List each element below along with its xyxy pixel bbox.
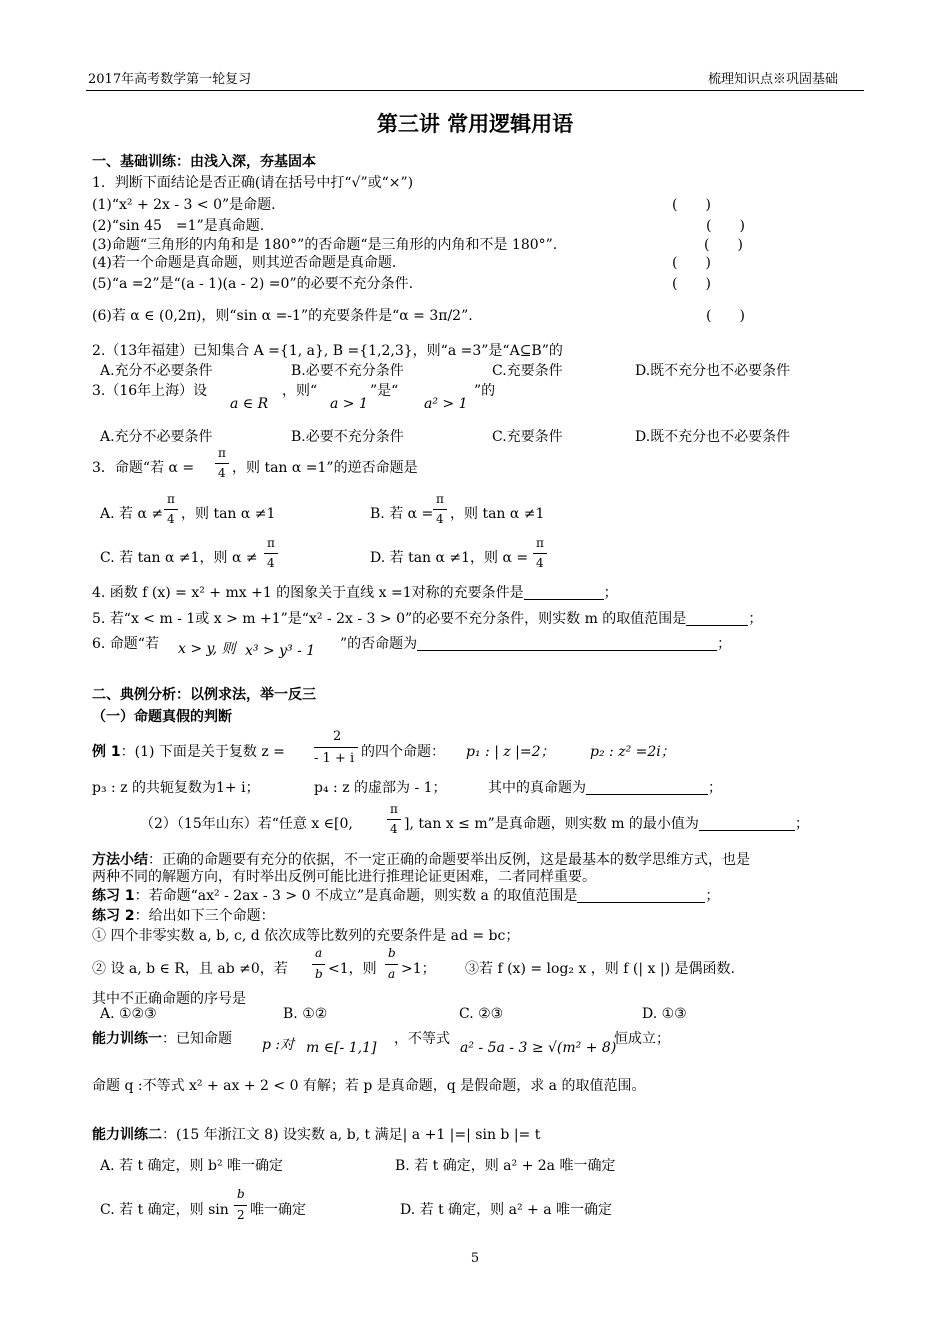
q1-item-1: (1)“x² + 2x - 3 < 0”是命题.: [92, 197, 276, 213]
q3a-option-a: A.充分不必要条件: [100, 429, 213, 445]
q4-end: ；: [603, 585, 618, 601]
practice1-blank: [577, 888, 705, 903]
ex1-2-blank: [699, 816, 795, 831]
q3b-frac-line: [215, 463, 229, 464]
ex1-2-pre: （2）（15年山东）若“任意 x ∈[0,: [140, 816, 353, 832]
ability2-option-d: D. 若 t 确定，则 a² + a 唯一确定: [400, 1202, 612, 1218]
ability2: [92, 1124, 540, 1144]
q3b-stem-pre: 3．命题“若 α =: [92, 460, 195, 476]
ex1-frac-top: 2: [333, 729, 342, 744]
ability2-option-c-pre: C. 若 t 确定，则 sin: [100, 1202, 229, 1218]
ability1-label: 能力训练一: [92, 1031, 162, 1047]
q3b-b-frac-bot: 4: [436, 512, 444, 526]
prop-tail: [488, 777, 722, 797]
q6-post: [340, 633, 731, 653]
q3a-option-d: D.既不充分也不必要条件: [635, 429, 791, 445]
practice2-question: 其中不正确命题的序号是: [92, 991, 246, 1007]
ex1-2-frac-line: [387, 819, 401, 820]
q6-end: ；: [717, 636, 732, 652]
ability1-pre: ：已知命题: [162, 1031, 232, 1047]
ability1-line-2: 命题 q :不等式 x² + ax + 2 < 0 有解；若 p 是真命题，q 是假命题，求 a 的取值范围。: [92, 1078, 646, 1094]
ability1-cond: m ∈[- 1,1]: [306, 1040, 377, 1056]
practice2-item-2-post: >1；: [401, 961, 436, 977]
q3b-a-frac-bot: 4: [167, 512, 175, 526]
subsection-heading: （一）命题真假的判断: [92, 709, 232, 725]
q3a-tail: ”的: [474, 383, 496, 399]
ex1-frac-bot: - 1 + i: [314, 751, 355, 766]
practice2: [92, 905, 275, 925]
q3b-frac-top: π: [218, 446, 226, 460]
ability2-option-b: B. 若 t 确定，则 a² + 2a 唯一确定: [395, 1158, 616, 1174]
ex1-2-frac-top: π: [390, 802, 398, 816]
q3b-option-b: B. 若 α =: [370, 506, 434, 522]
pr2-f2-top: b: [388, 946, 396, 960]
prop-tail-text: 其中的真命题为: [488, 780, 586, 796]
q1-item-6: (6)若 α ∈ (0,2π)，则“sin α =-1”的充要条件是“α = 3π/2”.: [92, 308, 473, 324]
q6-cond-a: x > y, 则: [178, 641, 236, 657]
q3b-stem-post: ，则 tan α =1”的逆否命题是: [232, 460, 418, 476]
q1-paren-6: ( ): [706, 308, 745, 324]
q2-option-c: C.充要条件: [492, 363, 563, 379]
q3a-cond3: a² > 1: [424, 396, 468, 412]
q3a-option-b: B.必要不充分条件: [291, 429, 404, 445]
q6-blank: [417, 636, 717, 651]
q3b-a-frac-line: [164, 509, 178, 510]
q1-paren-1: ( ): [672, 197, 711, 213]
practice2-option-c: C. ②③: [459, 1006, 504, 1022]
q1-paren-2: ( ): [706, 218, 745, 234]
practice1-label: 练习 1: [92, 888, 135, 904]
q2-option-b: B.必要不充分条件: [291, 363, 404, 379]
header-right: 梳理知识点※巩固基础: [708, 72, 839, 87]
q3b-c-frac-line: [264, 553, 278, 554]
q4-text: [92, 582, 618, 602]
ability2-text: ：(15 年浙江文 8) 设实数 a, b, t 满足| a +1 |=| sin b |= t: [162, 1127, 541, 1143]
q1-item-4: (4)若一个命题是真命题，则其逆否命题是真命题.: [92, 255, 397, 271]
page-title: 第三讲 常用逻辑用语: [376, 112, 574, 136]
q3b-d-frac-top: π: [536, 536, 544, 550]
ability2-label: 能力训练二: [92, 1127, 162, 1143]
practice2-item-2-mid: <1，则: [328, 961, 377, 977]
ex1-2-post: [404, 813, 809, 833]
ex1-blank: [586, 780, 708, 795]
q5-blank: [686, 611, 748, 626]
practice2-label: 练习 2: [92, 908, 135, 924]
ex1-2-frac-bot: 4: [390, 822, 398, 836]
q3a-stem-pre: 3.（16年上海）设: [92, 383, 208, 399]
page-number: 5: [470, 1251, 480, 1266]
q3b-option-a: A. 若 α ≠: [100, 506, 164, 522]
q3a-cond2: a > 1: [330, 396, 368, 412]
q5-text: [92, 608, 762, 628]
ab2-c-frac-top: b: [237, 1187, 245, 1201]
q4-stem: 4. 函数 f (x) = x² + mx +1 的图象关于直线 x =1对称的充要条件是: [92, 585, 524, 601]
q3b-option-a-tail: ，则 tan α ≠1: [181, 506, 276, 522]
q3b-option-b-tail: ，则 tan α ≠1: [450, 506, 545, 522]
practice2-option-b: B. ①②: [283, 1006, 328, 1022]
ability1-post: 恒成立；: [614, 1031, 670, 1047]
ex1-tail: 的四个命题：: [361, 744, 445, 760]
q3b-d-frac-line: [533, 553, 547, 554]
q1-item-5: (5)“a =2”是“(a - 1)(a - 2) =0”的必要不充分条件.: [92, 276, 414, 292]
q5-end: ；: [748, 611, 763, 627]
q3a-option-c: C.充要条件: [492, 429, 563, 445]
q5-stem: 5. 若“x < m - 1或 x > m +1”是“x² - 2x - 3 > 0”的必要不充分条件，则实数 m 的取值范围是: [92, 611, 687, 627]
ability1-ineq: a² - 5a - 3 ≥ √(m² + 8): [460, 1040, 617, 1056]
ex1-frac-line: [314, 747, 358, 748]
q2-option-d: D.既不充分也不必要条件: [635, 363, 791, 379]
prop-end: ；: [708, 780, 722, 796]
ab2-c-frac-line: [234, 1205, 247, 1206]
practice2-option-d: D. ①③: [642, 1006, 687, 1022]
q3b-d-frac-bot: 4: [536, 556, 544, 570]
q3a-cond1: a ∈ R: [230, 396, 269, 412]
q3b-a-frac-top: π: [167, 492, 175, 506]
pr2-f2-bot: a: [388, 967, 396, 981]
pr2-f2-line: [385, 964, 398, 965]
q3b-option-c: C. 若 tan α ≠1，则 α ≠: [100, 550, 258, 566]
q1-paren-5: ( ): [672, 276, 711, 292]
example1-line: [92, 741, 285, 761]
prop-p1: p₁ : | z |=2；: [466, 744, 555, 760]
q1-item-3: (3)命题“三角形的内角和是 180°”的否命题“是三角形的内角和不是 180°”.: [92, 237, 558, 253]
q2-stem: 2.（13年福建）已知集合 A ={1, a}, B ={1,2,3}，则“a =3”是“A⊆B”的: [92, 343, 563, 359]
method-label: 方法小结: [92, 852, 148, 868]
q3a-mid1: ，则“: [282, 383, 318, 399]
practice2-item-1: ① 四个非零实数 a, b, c, d 依次成等比数列的充要条件是 ad = bc；: [92, 928, 520, 944]
q3b-c-frac-bot: 4: [267, 556, 275, 570]
q1-paren-3: ( ): [704, 237, 743, 253]
practice2-text: ：给出如下三个命题：: [134, 908, 275, 924]
practice1: [92, 885, 719, 905]
q6-cond-b: x³ > y³ - 1: [245, 643, 316, 659]
q4-blank: [524, 585, 604, 600]
method-line-1: ：正确的命题要有充分的依据，不一定正确的命题要举出反例，这是最基本的数学思维方式，也是: [148, 852, 750, 868]
ex1-2-end: ；: [794, 816, 809, 832]
ab2-c-frac-bot: 2: [237, 1208, 245, 1222]
ability2-option-c-post: 唯一确定: [250, 1202, 306, 1218]
q3b-b-frac-line: [433, 509, 447, 510]
q6-post-text: ”的否命题为: [340, 636, 418, 652]
q3a-mid2: ”是“: [370, 383, 399, 399]
ability2-option-a: A. 若 t 确定，则 b² 唯一确定: [100, 1158, 284, 1174]
example1-label: 例 1: [92, 744, 121, 760]
practice2-item-3: ③若 f (x) = log₂ x ，则 f (| x |) 是偶函数.: [465, 961, 735, 977]
section-heading-2: 二、典例分析：以例求法，举一反三: [92, 687, 316, 703]
q3b-b-frac-top: π: [436, 492, 444, 506]
pr2-f1-top: a: [315, 946, 323, 960]
practice1-text: ：若命题“ax² - 2ax - 3 > 0 不成立”是真命题，则实数 a 的取值范围是: [134, 888, 578, 904]
example1-text: ：(1) 下面是关于复数 z =: [120, 744, 285, 760]
practice1-end: ；: [705, 888, 720, 904]
q6-pre: 6. 命题“若: [92, 636, 159, 652]
prop-p4: p₄ : z 的虚部为 - 1；: [314, 780, 447, 796]
pr2-f1-bot: b: [315, 967, 323, 981]
practice2-item-2-pre: ② 设 a, b ∈ R，且 ab ≠0，若: [92, 961, 288, 977]
practice2-option-a: A. ①②③: [100, 1006, 157, 1022]
q3b-option-d: D. 若 tan α ≠1，则 α =: [370, 550, 529, 566]
ability1-mid: ，不等式: [394, 1031, 450, 1047]
section-heading-1: 一、基础训练：由浅入深，夯基固本: [92, 154, 316, 170]
q1-paren-4: ( ): [672, 255, 711, 271]
header-rule: [86, 90, 864, 91]
prop-p2: p₂ : z² =2i；: [590, 744, 675, 760]
ex1-2-post-text: ], tan x ≤ m”是真命题，则实数 m 的最小值为: [404, 816, 699, 832]
q2-option-a: A.充分不必要条件: [100, 363, 213, 379]
pr2-f1-line: [312, 964, 325, 965]
header-left: 2017年高考数学第一轮复习: [88, 72, 252, 87]
ability1: [92, 1028, 232, 1048]
method-line-2: 两种不同的解题方向，有时举出反例可能比进行推理论证更困难，二者同样重要。: [92, 869, 596, 885]
q3b-c-frac-top: π: [267, 536, 275, 550]
q3b-frac-bot: 4: [218, 466, 226, 480]
ability1-p: p :对: [262, 1037, 295, 1053]
q1-item-2: (2)“sin 45 =1”是真命题.: [92, 218, 265, 234]
q1-stem: 1．判断下面结论是否正确(请在括号中打“√”或“×”): [92, 175, 414, 191]
prop-p3: p₃ : z 的共轭复数为1+ i；: [92, 780, 260, 796]
